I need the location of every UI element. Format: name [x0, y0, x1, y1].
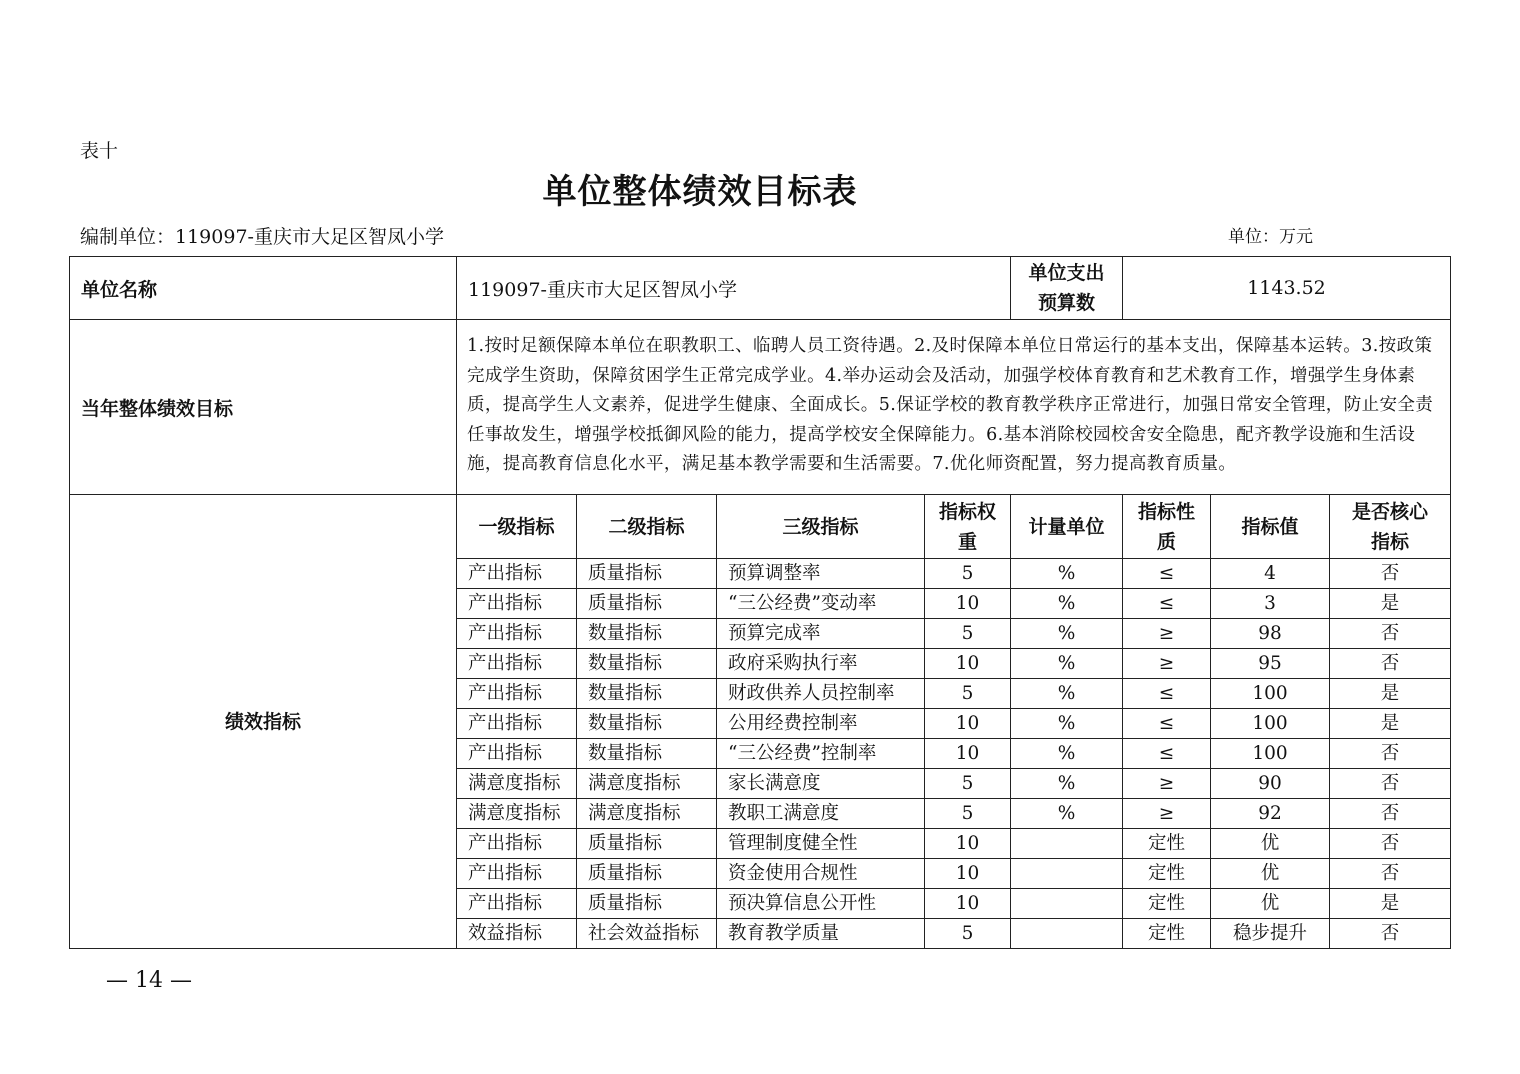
nature-cell: ≥ [1123, 769, 1211, 799]
level1-cell: 产出指标 [457, 889, 577, 919]
weight-cell: 5 [925, 919, 1011, 949]
core-cell: 否 [1330, 619, 1451, 649]
value-cell: 优 [1211, 889, 1330, 919]
col-weight-line2: 重 [957, 530, 977, 553]
level1-cell: 产出指标 [457, 709, 577, 739]
col-level2: 二级指标 [577, 495, 717, 559]
col-core [1330, 495, 1451, 559]
level3-cell: 预算调整率 [717, 559, 925, 589]
value-cell: 98 [1211, 619, 1330, 649]
unit-cell: % [1011, 739, 1123, 769]
col-nature [1123, 495, 1211, 559]
annual-goal-label: 当年整体绩效目标 [70, 320, 457, 495]
level3-cell: 预算完成率 [717, 619, 925, 649]
budget-label [1011, 257, 1123, 320]
budget-value: 1143.52 [1123, 257, 1451, 320]
unit-name-label: 单位名称 [70, 257, 457, 320]
level1-cell: 产出指标 [457, 859, 577, 889]
weight-cell: 10 [925, 589, 1011, 619]
nature-cell: ≤ [1123, 589, 1211, 619]
level1-cell: 产出指标 [457, 649, 577, 679]
level3-cell: 教职工满意度 [717, 799, 925, 829]
nature-cell: 定性 [1123, 919, 1211, 949]
level2-cell: 数量指标 [577, 739, 717, 769]
level3-cell: “三公经费”控制率 [717, 739, 925, 769]
unit-cell: % [1011, 679, 1123, 709]
unit-cell: % [1011, 619, 1123, 649]
level1-cell: 产出指标 [457, 679, 577, 709]
nature-cell: ≥ [1123, 649, 1211, 679]
col-unit: 计量单位 [1011, 495, 1123, 559]
core-cell: 否 [1330, 559, 1451, 589]
annual-goal-text: 1.按时足额保障本单位在职教职工、临聘人员工资待遇。2.及时保障本单位日常运行的基本支出，保障基本运转。3.按政策完成学生资助，保障贫困学生正常完成学业。4.举办运动会及活动，加强学校体育教育和艺术教育工作，增强学生身体素质，提高学生人文素养，促进学生健康、全面成长。5.保证学校的教育教学秩序正常进行，加强日常安全管理，防止安全责任事故发生，增强学校抵御风险的能力，提高学校安全保障能力。6.基本消除校园校舍安全隐患，配齐教学设施和生活设施，提高教育信息化水平，满足基本教学需要和生活需要。7.优化师资配置，努力提高教育质量。 [457, 320, 1451, 495]
currency-unit: 单位：万元 [1228, 227, 1313, 247]
core-cell: 是 [1330, 679, 1451, 709]
level2-cell: 质量指标 [577, 559, 717, 589]
weight-cell: 10 [925, 739, 1011, 769]
page-number: — 14 — [106, 968, 192, 993]
indicators-label: 绩效指标 [70, 495, 457, 949]
weight-cell: 5 [925, 619, 1011, 649]
unit-name-value: 119097-重庆市大足区智凤小学 [457, 257, 1011, 320]
weight-cell: 10 [925, 709, 1011, 739]
core-cell: 是 [1330, 889, 1451, 919]
core-cell: 否 [1330, 919, 1451, 949]
value-cell: 100 [1211, 709, 1330, 739]
table-label: 表十 [80, 140, 119, 162]
level1-cell: 满意度指标 [457, 769, 577, 799]
value-cell: 优 [1211, 829, 1330, 859]
level3-cell: 公用经费控制率 [717, 709, 925, 739]
nature-cell: ≤ [1123, 559, 1211, 589]
col-nature-line1: 指标性 [1137, 500, 1195, 523]
weight-cell: 5 [925, 799, 1011, 829]
performance-table [69, 256, 1451, 949]
level3-cell: 资金使用合规性 [717, 859, 925, 889]
budget-label-line2: 预算数 [1037, 292, 1095, 314]
level2-cell: 数量指标 [577, 679, 717, 709]
weight-cell: 10 [925, 859, 1011, 889]
level2-cell: 满意度指标 [577, 769, 717, 799]
core-cell: 否 [1330, 739, 1451, 769]
weight-cell: 5 [925, 769, 1011, 799]
level2-cell: 社会效益指标 [577, 919, 717, 949]
level3-cell: 预决算信息公开性 [717, 889, 925, 919]
value-cell: 优 [1211, 859, 1330, 889]
level2-cell: 质量指标 [577, 589, 717, 619]
value-cell: 稳步提升 [1211, 919, 1330, 949]
core-cell: 是 [1330, 589, 1451, 619]
unit-cell [1011, 829, 1123, 859]
value-cell: 95 [1211, 649, 1330, 679]
nature-cell: ≤ [1123, 679, 1211, 709]
unit-cell: % [1011, 769, 1123, 799]
core-cell: 否 [1330, 649, 1451, 679]
compiling-unit: 编制单位：119097-重庆市大足区智凤小学 [80, 226, 444, 248]
indicator-header-row [70, 495, 1451, 559]
level1-cell: 产出指标 [457, 559, 577, 589]
nature-cell: ≥ [1123, 799, 1211, 829]
col-weight [925, 495, 1011, 559]
level3-cell: “三公经费”变动率 [717, 589, 925, 619]
value-cell: 4 [1211, 559, 1330, 589]
nature-cell: ≤ [1123, 739, 1211, 769]
level2-cell: 质量指标 [577, 889, 717, 919]
level1-cell: 产出指标 [457, 739, 577, 769]
col-weight-line1: 指标权 [938, 500, 996, 523]
unit-name-row [70, 257, 1451, 320]
unit-cell [1011, 919, 1123, 949]
level1-cell: 产出指标 [457, 829, 577, 859]
level2-cell: 数量指标 [577, 649, 717, 679]
level1-cell: 效益指标 [457, 919, 577, 949]
nature-cell: ≤ [1123, 709, 1211, 739]
unit-cell [1011, 859, 1123, 889]
level1-cell: 产出指标 [457, 589, 577, 619]
level3-cell: 政府采购执行率 [717, 649, 925, 679]
level1-cell: 产出指标 [457, 619, 577, 649]
col-core-line1: 是否核心 [1351, 500, 1428, 523]
nature-cell: 定性 [1123, 829, 1211, 859]
level3-cell: 教育教学质量 [717, 919, 925, 949]
level2-cell: 质量指标 [577, 859, 717, 889]
unit-cell: % [1011, 709, 1123, 739]
col-level1: 一级指标 [457, 495, 577, 559]
level2-cell: 质量指标 [577, 829, 717, 859]
value-cell: 90 [1211, 769, 1330, 799]
weight-cell: 10 [925, 889, 1011, 919]
weight-cell: 5 [925, 679, 1011, 709]
col-level3: 三级指标 [717, 495, 925, 559]
page-title: 单位整体绩效目标表 [542, 172, 858, 212]
core-cell: 否 [1330, 799, 1451, 829]
weight-cell: 10 [925, 829, 1011, 859]
level1-cell: 满意度指标 [457, 799, 577, 829]
core-cell: 否 [1330, 829, 1451, 859]
unit-cell [1011, 889, 1123, 919]
value-cell: 100 [1211, 739, 1330, 769]
level3-cell: 家长满意度 [717, 769, 925, 799]
level2-cell: 数量指标 [577, 619, 717, 649]
weight-cell: 10 [925, 649, 1011, 679]
value-cell: 100 [1211, 679, 1330, 709]
unit-cell: % [1011, 649, 1123, 679]
nature-cell: ≥ [1123, 619, 1211, 649]
core-cell: 否 [1330, 769, 1451, 799]
level2-cell: 满意度指标 [577, 799, 717, 829]
core-cell: 是 [1330, 709, 1451, 739]
nature-cell: 定性 [1123, 859, 1211, 889]
unit-cell: % [1011, 589, 1123, 619]
unit-cell: % [1011, 799, 1123, 829]
value-cell: 92 [1211, 799, 1330, 829]
budget-label-line1: 单位支出 [1028, 262, 1105, 284]
value-cell: 3 [1211, 589, 1330, 619]
core-cell: 否 [1330, 859, 1451, 889]
col-value: 指标值 [1211, 495, 1330, 559]
level2-cell: 数量指标 [577, 709, 717, 739]
annual-goal-row [70, 320, 1451, 495]
unit-cell: % [1011, 559, 1123, 589]
col-nature-line2: 质 [1156, 530, 1176, 553]
level3-cell: 财政供养人员控制率 [717, 679, 925, 709]
col-core-line2: 指标 [1370, 530, 1409, 553]
weight-cell: 5 [925, 559, 1011, 589]
nature-cell: 定性 [1123, 889, 1211, 919]
level3-cell: 管理制度健全性 [717, 829, 925, 859]
